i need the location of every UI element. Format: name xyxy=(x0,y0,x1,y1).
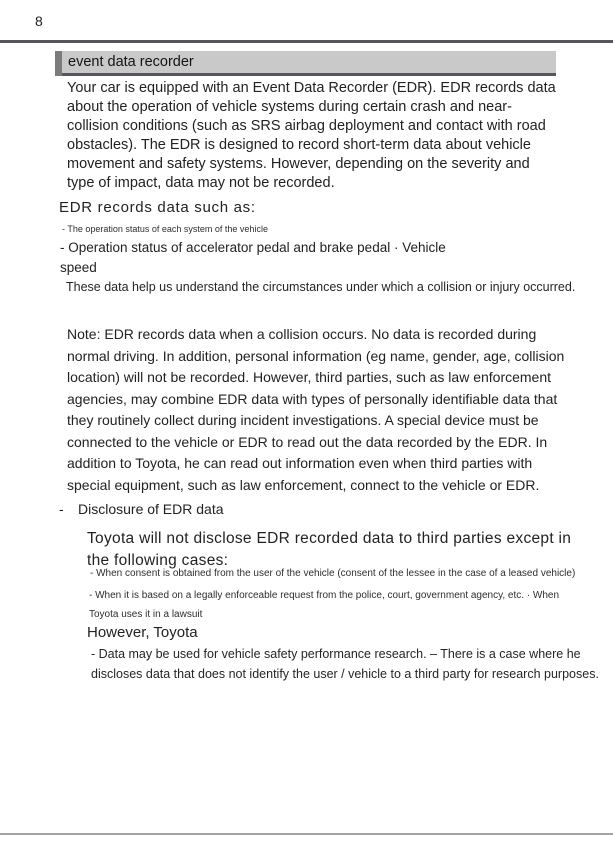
top-divider-rule xyxy=(0,40,613,43)
summary-line: These data help us understand the circumstances under which a collision or injury occurred. xyxy=(66,280,576,294)
page-number: 8 xyxy=(35,13,43,29)
disclosure-dash: - xyxy=(59,501,64,517)
bottom-divider-rule xyxy=(0,833,613,835)
disclosure-heading-label: Disclosure of EDR data xyxy=(78,501,224,517)
disclosure-case-item: - When consent is obtained from the user of the vehicle (consent of the lessee in the case of a leased vehicle) xyxy=(90,568,576,579)
records-heading: EDR records data such as: xyxy=(59,199,256,216)
header-accent-block xyxy=(55,51,62,76)
intro-paragraph: Your car is equipped with an Event Data Recorder (EDR). EDR records data about the operation of vehicle systems during certain crash and near-collision conditions (such as SRS airbag deployment and contact with road obstacles). The EDR is designed to record short-term data about vehicle movement and safety systems. However, depending on the severity and type of impact, data may not be recorded. xyxy=(67,80,556,191)
however-heading: However, Toyota xyxy=(87,624,198,641)
section-title: event data recorder xyxy=(68,54,194,70)
disclosure-case-item: - When it is based on a legally enforceable request from the police, court, government agency, etc. · When Toyota uses it in a lawsuit xyxy=(89,590,560,620)
note-paragraph: Note: EDR records data when a collision occurs. No data is recorded during normal driving. In addition, personal information (eg name, gender, age, collision location) will not be recorded. However, third parties, such as law enforcement agencies, may combine EDR data with types of personally identifiable data that they routinely collect during incident investigations. A special device must be connected to the vehicle or EDR to read out the data recorded by the EDR. In addition to Toyota, he can read out information even when third parties with special equipment, such as law enforcement, connect to the vehicle or EDR. xyxy=(67,326,565,493)
section-header-bar xyxy=(55,51,556,76)
records-list-item: - Operation status of accelerator pedal and brake pedal · Vehicle speed xyxy=(60,240,446,275)
however-paragraph: - Data may be used for vehicle safety performance research. – There is a case where he discloses data that does not identify the user / vehicle to a third party for research purposes. xyxy=(91,647,599,681)
disclosure-heading xyxy=(59,501,224,517)
records-list-item: - The operation status of each system of the vehicle xyxy=(62,224,268,234)
disclosure-policy: Toyota will not disclose EDR recorded data to third parties except in the following cases: xyxy=(87,530,572,569)
